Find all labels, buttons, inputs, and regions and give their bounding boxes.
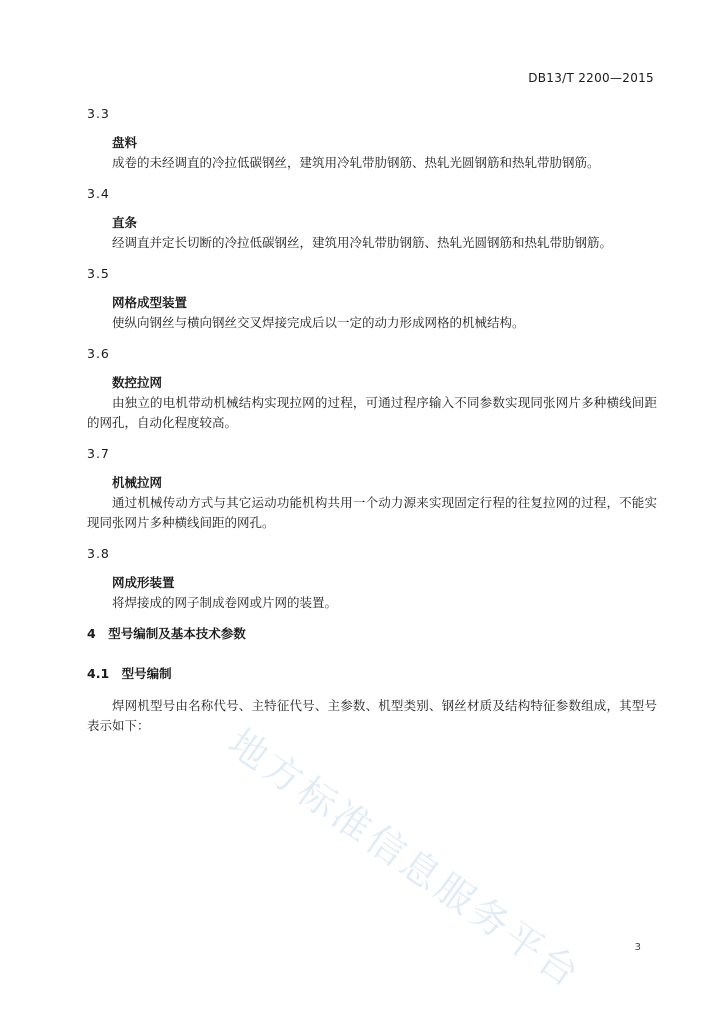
term-title: 机械拉网 [112, 475, 163, 490]
clause-number: 3.5 [87, 266, 110, 281]
term-definition: 通过机械传动方式与其它运动功能机构共用一个动力源来实现固定行程的往复拉网的过程，不能实现同张网片多种横线间距的网孔。 [87, 495, 657, 530]
term-definition: 经调直并定长切断的冷拉低碳钢丝，建筑用冷轧带肋钢筋、热轧光圆钢筋和热轧带肋钢筋。 [112, 235, 613, 250]
clause-number: 3.3 [87, 106, 110, 121]
term-definition: 成卷的未经调直的冷拉低碳钢丝，建筑用冷轧带肋钢筋、热轧光圆钢筋和热轧带肋钢筋。 [112, 155, 600, 170]
document-id: DB13/T 2200—2015 [528, 71, 654, 85]
clause-3-5 [87, 264, 657, 333]
section-heading: 4 型号编制及基本技术参数 [87, 626, 246, 641]
term-definition: 由独立的电机带动机械结构实现拉网的过程，可通过程序输入不同参数实现同张网片多种横线间距的网孔，自动化程度较高。 [87, 395, 657, 430]
clause-3-6 [87, 344, 657, 433]
term-definition: 将焊接成的网子制成卷网或片网的装置。 [112, 595, 338, 610]
clause-3-7 [87, 444, 657, 533]
clause-number: 3.6 [87, 346, 110, 361]
clause-3-4 [87, 184, 657, 253]
clause-3-8 [87, 544, 657, 613]
subsection-heading: 4.1 型号编制 [87, 666, 172, 681]
term-title: 盘料 [112, 135, 138, 150]
term-title: 数控拉网 [112, 375, 163, 390]
clause-3-3 [87, 104, 657, 173]
clause-number: 3.4 [87, 186, 110, 201]
clause-number: 3.8 [87, 546, 110, 561]
clause-number: 3.7 [87, 446, 110, 461]
document-body [87, 104, 657, 736]
page-number: 3 [634, 942, 641, 953]
term-title: 网格成型装置 [112, 295, 188, 310]
body-paragraph: 焊网机型号由名称代号、主特征代号、主参数、机型类别、钢丝材质及结构特征参数组成，其型号表示如下： [87, 698, 657, 733]
term-title: 直条 [112, 215, 138, 230]
watermark-text: 地方标准信息服务平台 [220, 720, 590, 998]
term-definition: 使纵向钢丝与横向钢丝交叉焊接完成后以一定的动力形成网格的机械结构。 [112, 315, 525, 330]
term-title: 网成形装置 [112, 575, 175, 590]
